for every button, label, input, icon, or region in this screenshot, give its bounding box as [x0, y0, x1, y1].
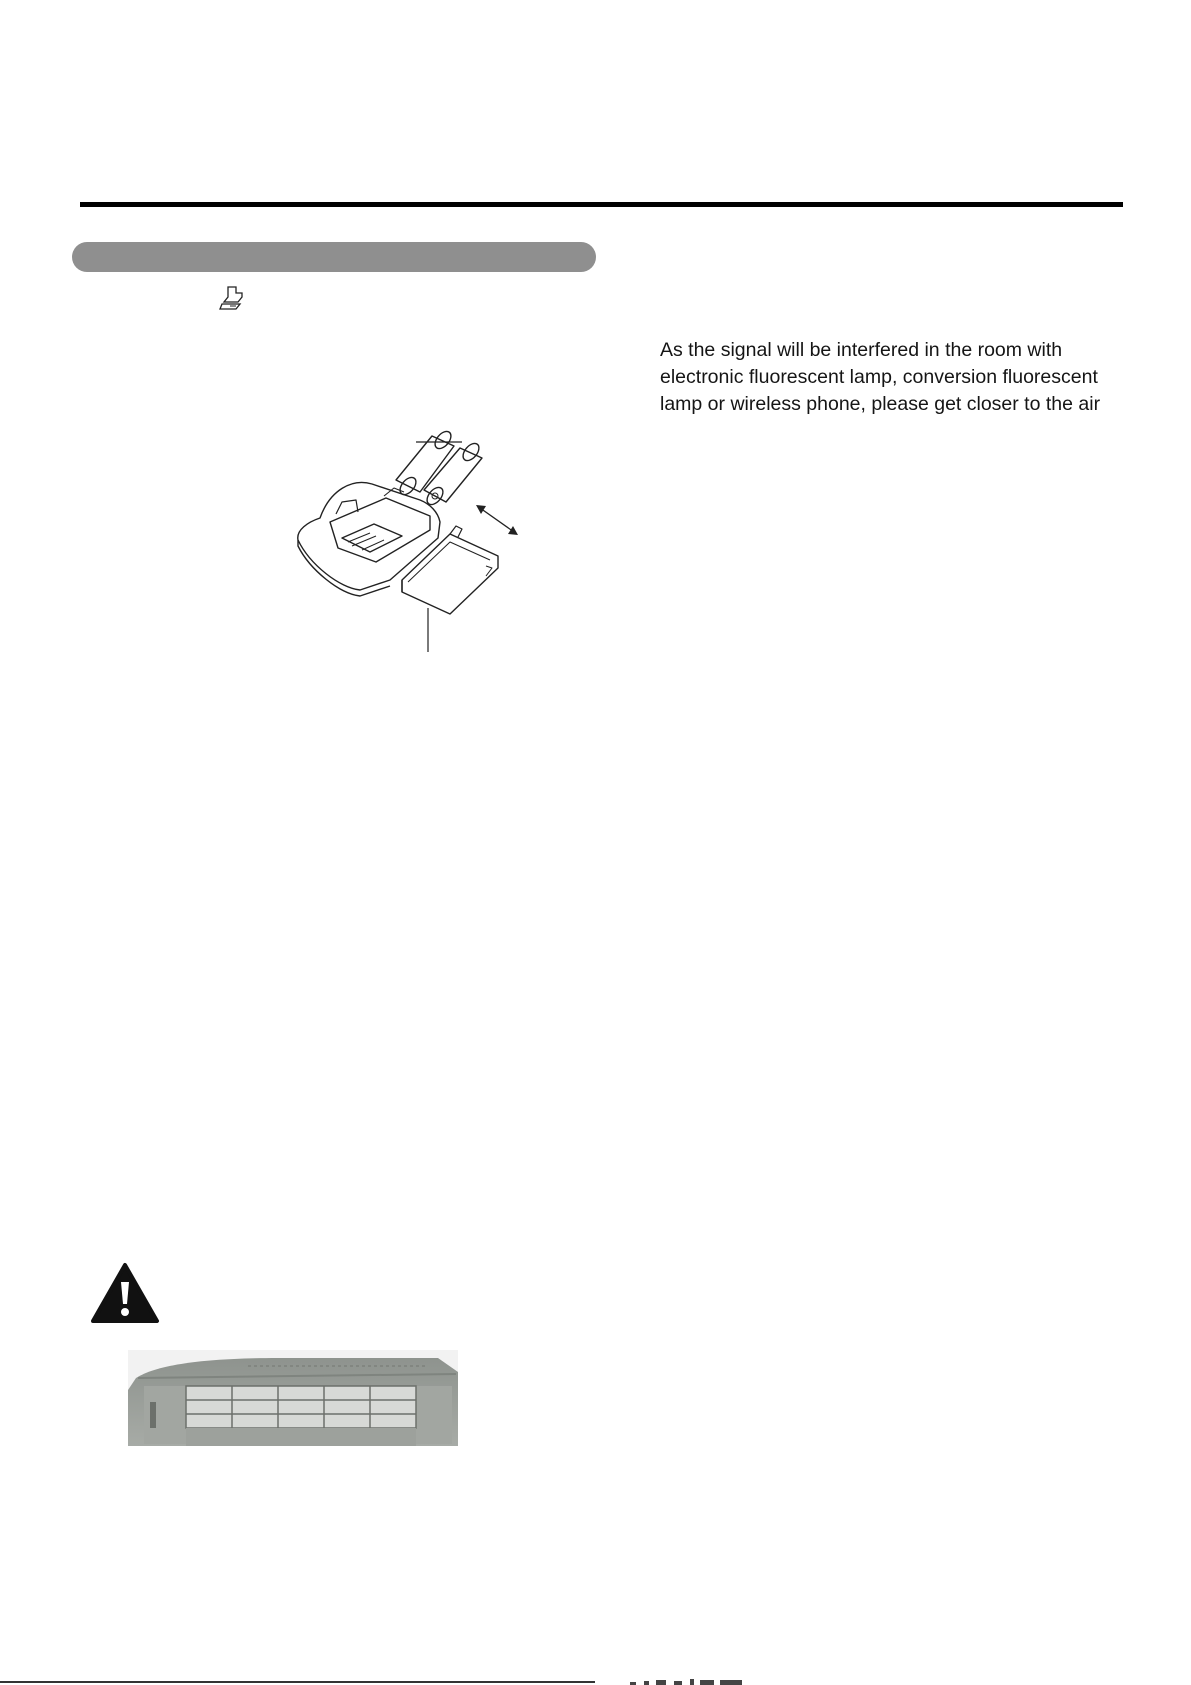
note-line-2: electronic fluorescent lamp, conversion fluorescent [660, 366, 1098, 388]
footer-rule [0, 1681, 595, 1683]
battery-cover-tab-icon [218, 284, 246, 314]
signal-interference-note [660, 337, 1120, 418]
note-line-3: lamp or wireless phone, please get closer to the air [660, 393, 1101, 415]
remote-battery-compartment-illustration [290, 430, 530, 660]
note-line-1: As the signal will be interfered in the room with [660, 339, 1063, 361]
footer-cropped-text-fragment [630, 1677, 770, 1685]
header-rule [80, 202, 1123, 207]
section-header-bar [72, 242, 596, 272]
warning-triangle-icon [90, 1262, 160, 1324]
air-conditioner-indoor-unit-photo [128, 1350, 458, 1446]
